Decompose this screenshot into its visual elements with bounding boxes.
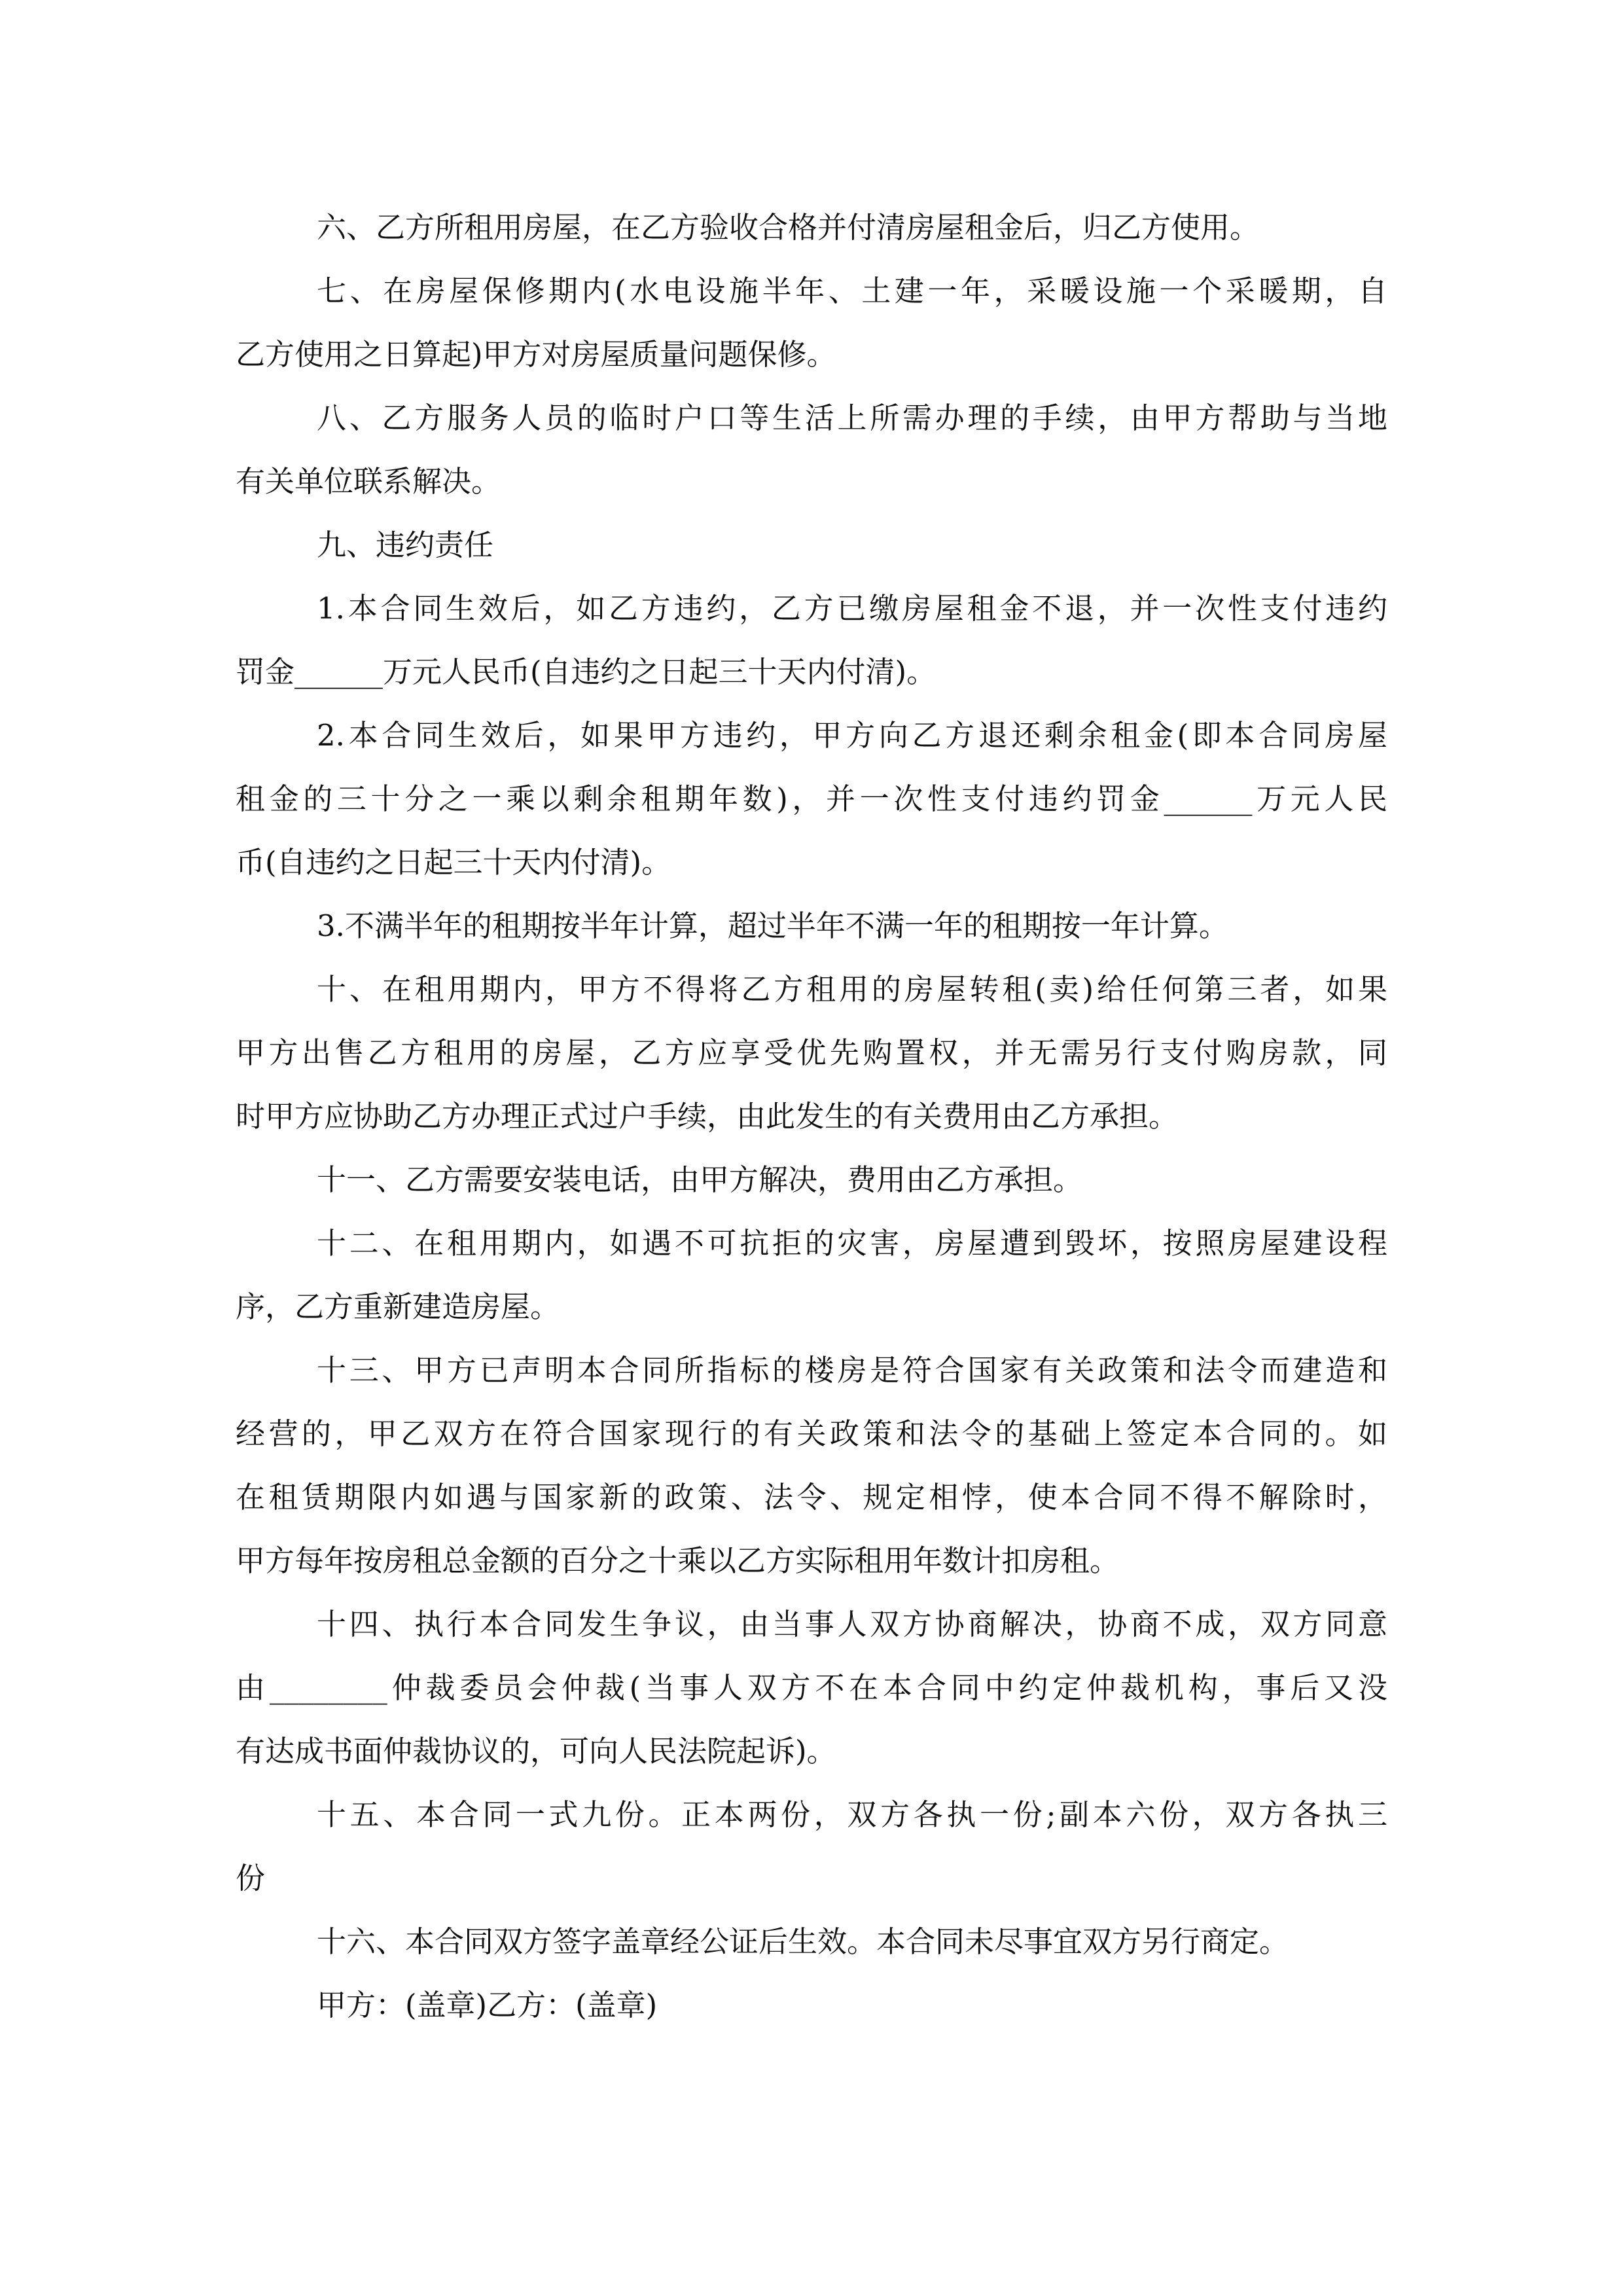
clause-8-line-1: 八、乙方服务人员的临时户口等生活上所需办理的手续，由甲方帮助与当地 bbox=[317, 401, 1387, 435]
clause-9-heading: 九、违约责任 bbox=[317, 528, 494, 562]
clause-8-line-2: 有关单位联系解决。 bbox=[236, 464, 501, 499]
clause-14-line-2: 由________仲裁委员会仲裁(当事人双方不在本合同中约定仲裁机构，事后又没 bbox=[236, 1670, 1387, 1705]
clause-9-2-line-3: 币(自违约之日起三十天内付清)。 bbox=[236, 845, 671, 880]
clause-13-line-1: 十三、甲方已声明本合同所指标的楼房是符合国家有关政策和法令而建造和 bbox=[317, 1353, 1387, 1388]
clause-12-line-1: 十二、在租用期内，如遇不可抗拒的灾害，房屋遭到毁坏，按照房屋建设程 bbox=[317, 1226, 1387, 1261]
clause-10-line-2: 甲方出售乙方租用的房屋，乙方应享受优先购置权，并无需另行支付购房款，同 bbox=[236, 1035, 1387, 1070]
clause-13-line-4: 甲方每年按房租总金额的百分之十乘以乙方实际租用年数计扣房租。 bbox=[236, 1543, 1120, 1578]
clause-10-line-1: 十、在租用期内，甲方不得将乙方租用的房屋转租(卖)给任何第三者，如果 bbox=[317, 972, 1387, 1007]
clause-9-3-line-1: 3.不满半年的租期按半年计算，超过半年不满一年的租期按一年计算。 bbox=[317, 908, 1228, 943]
clause-6-line-1: 六、乙方所租用房屋，在乙方验收合格并付清房屋租金后，归乙方使用。 bbox=[317, 210, 1260, 245]
clause-14-line-3: 有达成书面仲裁协议的，可向人民法院起诉)。 bbox=[236, 1734, 836, 1768]
clause-14-line-1: 十四、执行本合同发生争议，由当事人双方协商解决，协商不成，双方同意 bbox=[317, 1607, 1387, 1641]
clause-9-2-line-2: 租金的三十分之一乘以剩余租期年数)，并一次性支付违约罚金______万元人民 bbox=[236, 781, 1387, 816]
clause-9-2-line-1: 2.本合同生效后，如果甲方违约，甲方向乙方退还剩余租金(即本合同房屋 bbox=[317, 718, 1387, 753]
clause-12-line-2: 序，乙方重新建造房屋。 bbox=[236, 1289, 560, 1324]
clause-13-line-3: 在租赁期限内如遇与国家新的政策、法令、规定相悖，使本合同不得不解除时， bbox=[236, 1480, 1387, 1515]
clause-16-line-1: 十六、本合同双方签字盖章经公证后生效。本合同未尽事宜双方另行商定。 bbox=[317, 1924, 1289, 1959]
clause-9-1-line-2: 罚金______万元人民币(自违约之日起三十天内付清)。 bbox=[236, 655, 936, 689]
clause-13-line-2: 经营的，甲乙双方在符合国家现行的有关政策和法令的基础上签定本合同的。如 bbox=[236, 1416, 1387, 1451]
clause-7-line-2: 乙方使用之日算起)甲方对房屋质量问题保修。 bbox=[236, 337, 836, 372]
clause-15-line-1: 十五、本合同一式九份。正本两份，双方各执一份;副本六份，双方各执三 bbox=[317, 1797, 1387, 1832]
clause-11-line-1: 十一、乙方需要安装电话，由甲方解决，费用由乙方承担。 bbox=[317, 1162, 1083, 1197]
clause-15-line-2: 份 bbox=[236, 1861, 266, 1895]
clause-10-line-3: 时甲方应协助乙方办理正式过户手续，由此发生的有关费用由乙方承担。 bbox=[236, 1099, 1179, 1134]
clause-7-line-1: 七、在房屋保修期内(水电设施半年、土建一年，采暖设施一个采暖期，自 bbox=[317, 274, 1387, 308]
signature-line: 甲方：(盖章)乙方：(盖章) bbox=[317, 1988, 658, 2022]
clause-9-1-line-1: 1.本合同生效后，如乙方违约，乙方已缴房屋租金不退，并一次性支付违约 bbox=[317, 591, 1387, 626]
